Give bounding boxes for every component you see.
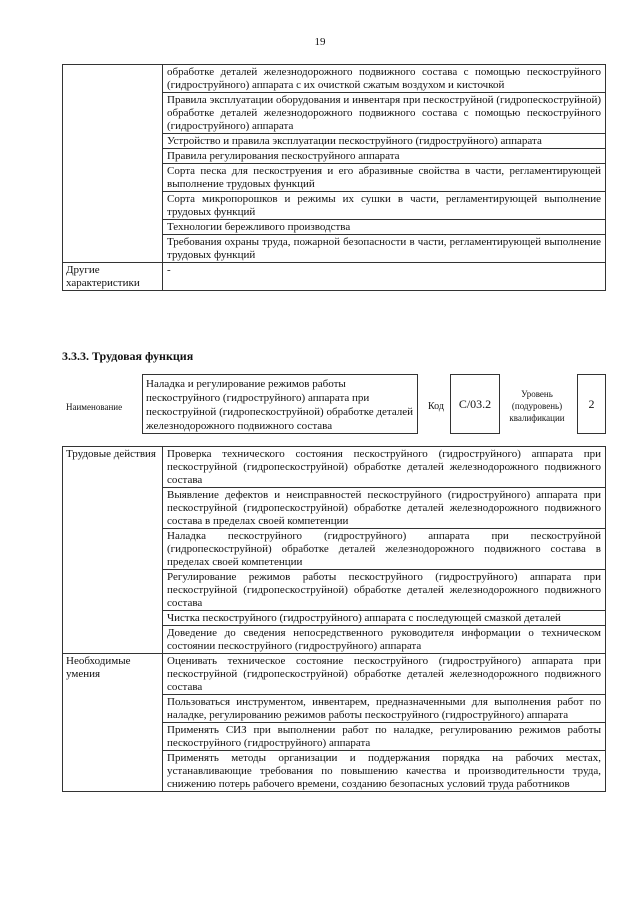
level-box — [577, 374, 606, 434]
other-characteristics-label: Другие характеристики — [63, 263, 163, 291]
row-label-empty — [63, 65, 163, 263]
table-row — [63, 447, 606, 488]
table-row — [63, 263, 606, 291]
required-skills-label: Необходимые умения — [63, 654, 163, 792]
labor-actions-label: Трудовые действия — [63, 447, 163, 654]
table-cell: Сорта микропорошков и режимы их сушки в части, регламентирующей выполнение трудовых функций — [163, 192, 606, 220]
page-number: 19 — [314, 36, 326, 48]
table-cell: Применять методы организации и поддержания порядка на рабочих местах, устанавливающие требования по повышению качества и производительности труда, снижению потерь рабочего времени, созданию безопасных условий труда работников — [163, 751, 606, 792]
table-cell: Регулирование режимов работы пескоструйного (гидроструйного) аппарата при пескоструйной (гидропескоструйной) обработке деталей железнодорожного подвижного состава — [163, 570, 606, 611]
table-cell: Применять СИЗ при выполнении работ по наладке, регулированию режимов работы пескоструйного (гидроструйного) аппарата — [163, 723, 606, 751]
section-title: 3.3.3. Трудовая функция — [62, 349, 194, 363]
table-cell: Правила эксплуатации оборудования и инвентаря при пескоструйной (гидропескоструйной) обработке деталей железнодорожного подвижного состава с помощью пескоструйного (гидроструйного) аппарата — [163, 93, 606, 134]
code-value: С/03.2 — [458, 396, 492, 411]
table-cell: Наладка пескоструйного (гидроструйного) аппарата при пескоструйной (гидропескоструйной) обработке деталей железнодорожного подвижного состава в пределах своей компетенции — [163, 529, 606, 570]
table-cell: Доведение до сведения непосредственного руководителя информации о техническом состоянии пескоструйного (гидроструйного) аппарата — [163, 626, 606, 654]
level-value: 2 — [588, 396, 595, 411]
table-cell: обработке деталей железнодорожного подвижного состава с помощью пескоструйного (гидроструйного) аппарата с их очисткой сжатым воздухом и кисточкой — [163, 65, 606, 93]
qualification-level-label: Уровень (подуровень) квалификации — [509, 389, 565, 423]
other-characteristics-value: - — [163, 263, 606, 291]
table-cell: Проверка технического состояния пескоструйного (гидроструйного) аппарата при пескоструйной (гидропескоструйной) обработке деталей железнодорожного подвижного состава — [163, 447, 606, 488]
table-cell: Выявление дефектов и неисправностей пескоструйного (гидроструйного) аппарата при пескоструйной (гидропескоструйной) обработке деталей железнодорожного подвижного состава в пределах своей компетенции — [163, 488, 606, 529]
table-cell: Сорта песка для пескоструения и его абразивные свойства в части, регламентирующей выполнение трудовых функций — [163, 164, 606, 192]
table-cell: Технологии бережливого производства — [163, 220, 606, 235]
table-row — [63, 65, 606, 93]
knowledge-table — [62, 64, 606, 291]
table-row — [63, 654, 606, 695]
table-cell: Пользоваться инструментом, инвентарем, предназначенными для выполнения работ по наладке, регулированию режимов работы пескоструйного (гидроструйного) аппарата — [163, 695, 606, 723]
function-name-box: Наладка и регулирование режимов работы пескоструйного (гидроструйного) аппарата при пескоструйной (гидропескоструйной) обработке деталей железнодорожного подвижного состава — [142, 374, 418, 434]
table-cell: Чистка пескоструйного (гидроструйного) аппарата с последующей смазкой деталей — [163, 611, 606, 626]
name-label: Наименование — [66, 402, 123, 412]
table-cell: Устройство и правила эксплуатации пескоструйного (гидроструйного) аппарата — [163, 134, 606, 149]
table-cell: Правила регулирования пескоструйного аппарата — [163, 149, 606, 164]
code-box — [450, 374, 500, 434]
table-cell: Оценивать техническое состояние пескоструйного (гидроструйного) аппарата при пескоструйной (гидропескоструйной) обработке деталей железнодорожного подвижного состава — [163, 654, 606, 695]
labor-function-table — [62, 446, 606, 792]
code-label: Код — [428, 401, 444, 412]
table-cell: Требования охраны труда, пожарной безопасности в части, регламентирующей выполнение трудовых функций — [163, 235, 606, 263]
